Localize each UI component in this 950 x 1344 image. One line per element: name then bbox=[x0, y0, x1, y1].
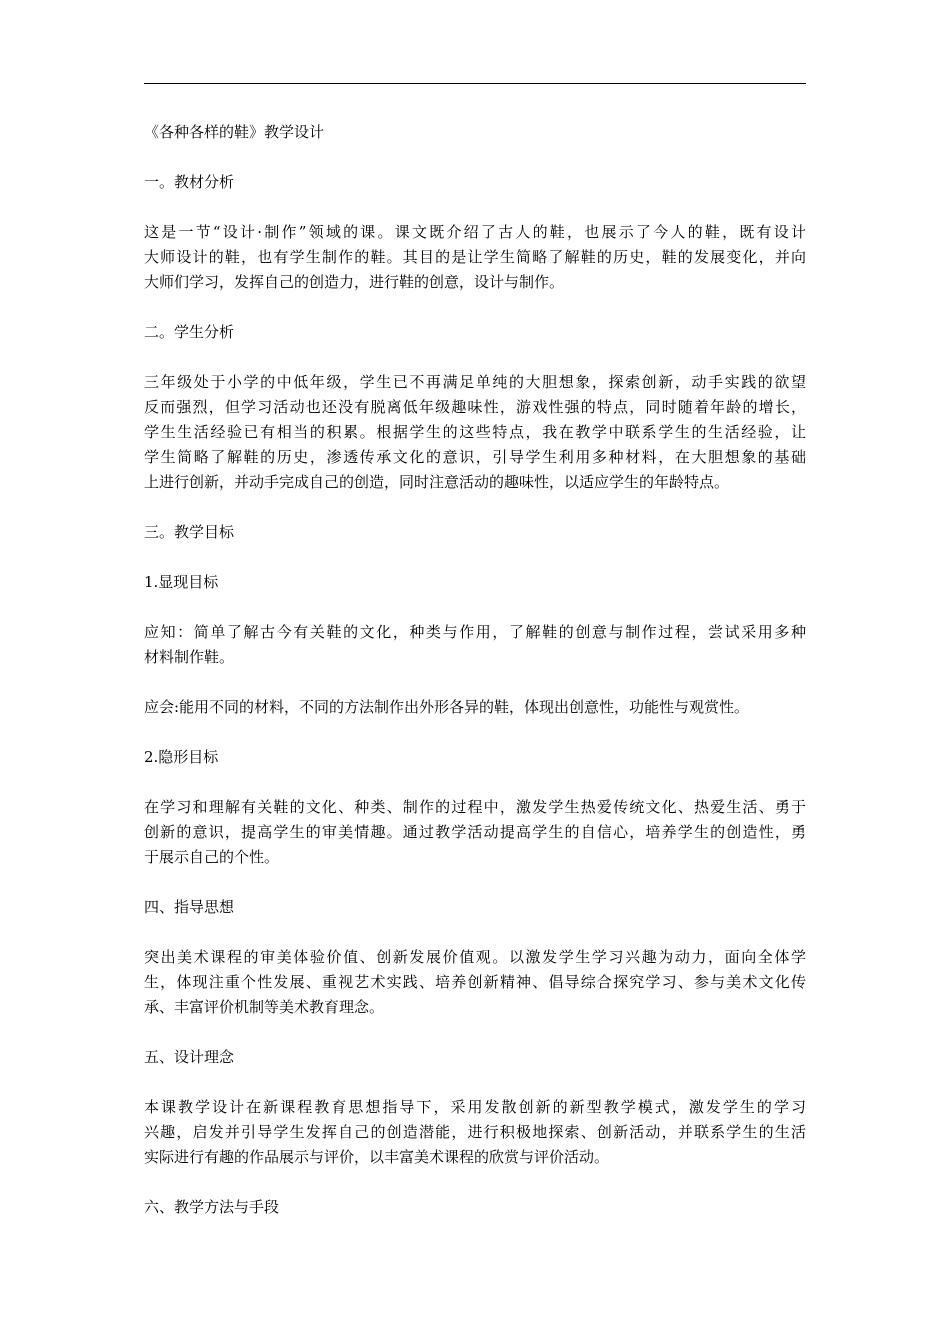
paragraph-line: 大师们学习，发挥自己的创造力，进行鞋的创意，设计与制作。 bbox=[144, 273, 565, 291]
paragraph-line: 在学习和理解有关鞋的文化、种类、制作的过程中，激发学生热爱传统文化、热爱生活、勇于 bbox=[144, 798, 806, 816]
paragraph-line: 学生简略了解鞋的历史，渗透传承文化的意识，引导学生利用多种材料，在大胆想象的基础 bbox=[144, 448, 806, 466]
paragraph-line: 应知：简单了解古今有关鞋的文化，种类与作用，了解鞋的创意与制作过程，尝试采用多种 bbox=[144, 623, 806, 641]
paragraph-line: 反而强烈，但学习活动也还没有脱离低年级趣味性，游戏性强的特点，同时随着年龄的增长， bbox=[144, 398, 806, 416]
paragraph-line: 突出美术课程的审美体验价值、创新发展价值观。以激发学生学习兴趣为动力，面向全体学 bbox=[144, 948, 806, 966]
section-heading-6: 六、教学方法与手段 bbox=[144, 1198, 280, 1216]
section-heading-3: 三。教学目标 bbox=[144, 523, 235, 541]
document-title: 《各种各样的鞋》教学设计 bbox=[144, 123, 325, 141]
paragraph-line: 创新的意识，提高学生的审美情趣。通过教学活动提高学生的自信心，培养学生的创造性，勇 bbox=[144, 823, 806, 841]
paragraph-line: 三年级处于小学的中低年级，学生已不再满足单纯的大胆想象，探索创新，动手实践的欲望 bbox=[144, 373, 806, 391]
paragraph-line: 本课教学设计在新课程教育思想指导下，采用发散创新的新型教学模式，激发学生的学习 bbox=[144, 1098, 806, 1116]
paragraph-line: 兴趣，启发并引导学生发挥自己的创造潜能，进行积极地探索、创新活动，并联系学生的生活 bbox=[144, 1123, 806, 1141]
paragraph-line: 材料制作鞋。 bbox=[144, 648, 235, 666]
section-heading-5: 五、设计理念 bbox=[144, 1048, 235, 1066]
paragraph-line: 生，体现注重个性发展、重视艺术实践、培养创新精神、倡导综合探究学习、参与美术文化传 bbox=[144, 973, 806, 991]
paragraph-line: 大师设计的鞋，也有学生制作的鞋。其目的是让学生简略了解鞋的历史，鞋的发展变化，并向 bbox=[144, 248, 806, 266]
subsection-heading-implicit-goals: 2.隐形目标 bbox=[144, 748, 219, 766]
section-heading-2: 二。学生分析 bbox=[144, 323, 235, 341]
paragraph-line: 承、丰富评价机制等美术教育理念。 bbox=[144, 998, 385, 1016]
paragraph-line: 这是一节“设计·制作”领域的课。课文既介绍了古人的鞋，也展示了今人的鞋，既有设计 bbox=[144, 223, 806, 241]
paragraph-line: 上进行创新，并动手完成自己的创造，同时注意活动的趣味性，以适应学生的年龄特点。 bbox=[144, 473, 730, 491]
paragraph-line: 于展示自己的个性。 bbox=[144, 848, 280, 866]
paragraph-line: 应会:能用不同的材料，不同的方法制作出外形各异的鞋，体现出创意性，功能性与观赏性。 bbox=[144, 698, 750, 716]
subsection-heading-explicit-goals: 1.显现目标 bbox=[144, 573, 219, 591]
header-rule bbox=[144, 83, 806, 84]
section-heading-1: 一。教材分析 bbox=[144, 173, 235, 191]
section-heading-4: 四、指导思想 bbox=[144, 898, 235, 916]
paragraph-line: 学生生活经验已有相当的积累。根据学生的这些特点，我在教学中联系学生的生活经验，让 bbox=[144, 423, 806, 441]
document-body bbox=[144, 120, 806, 1220]
paragraph-line: 实际进行有趣的作品展示与评价，以丰富美术课程的欣赏与评价活动。 bbox=[144, 1148, 610, 1166]
